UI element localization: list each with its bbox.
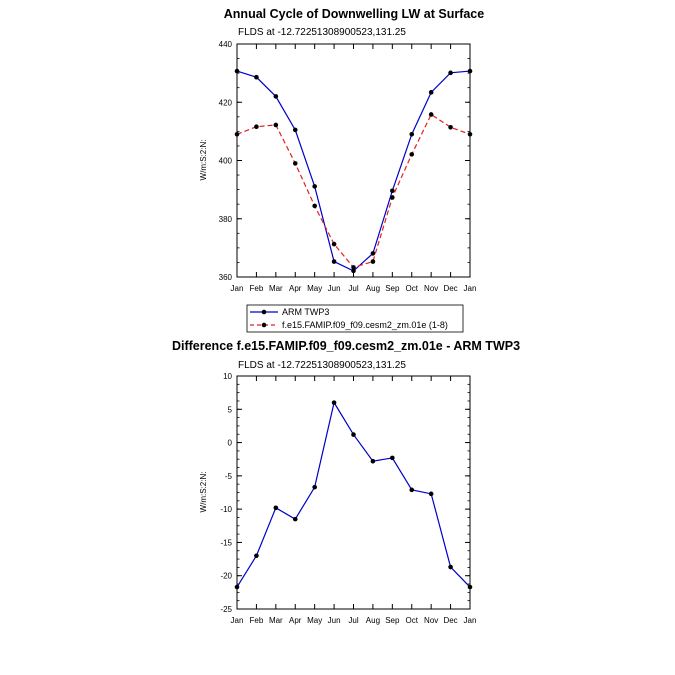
x-tick-label: Jan	[463, 616, 477, 625]
series-line-0	[237, 403, 470, 587]
legend-label-arm: ARM TWP3	[282, 307, 330, 317]
y-tick-label: -20	[220, 571, 232, 581]
series-0-point	[371, 459, 376, 464]
series-0-point	[390, 188, 395, 193]
legend-label-model: f.e15.FAMIP.f09_f09.cesm2_zm.01e (1-8)	[282, 320, 448, 330]
y-tick-label: 420	[218, 98, 232, 108]
series-1-point	[293, 161, 298, 166]
series-0-point	[332, 400, 337, 405]
series-0-point	[293, 128, 298, 133]
x-tick-label: May	[307, 616, 323, 625]
series-0-point	[390, 456, 395, 461]
plot-frame	[237, 376, 470, 609]
series-0-point	[312, 485, 317, 490]
chart-title: Difference f.e15.FAMIP.f09_f09.cesm2_zm.01e - ARM TWP3	[171, 339, 521, 353]
x-tick-label: Jul	[348, 616, 359, 625]
legend-marker-model	[262, 323, 267, 328]
y-tick-label: 440	[218, 40, 232, 49]
legend	[247, 305, 463, 332]
series-1-point	[332, 242, 337, 247]
series-0-point	[429, 90, 434, 95]
y-tick-label: -25	[220, 605, 232, 614]
x-tick-label: Feb	[249, 284, 264, 293]
annual-cycle-panel	[199, 7, 484, 293]
y-axis-label: W/m:S:2:N:	[199, 139, 208, 181]
series-layer	[235, 69, 473, 273]
chart-title: Annual Cycle of Downwelling LW at Surface	[223, 7, 485, 21]
x-tick-label: Apr	[289, 284, 302, 293]
x-tick-label: Oct	[405, 284, 418, 293]
series-1-point	[390, 195, 395, 200]
series-0-point	[254, 553, 259, 558]
x-tick-label: Sep	[385, 616, 400, 625]
x-tick-label: Jan	[230, 616, 244, 625]
series-line-1	[237, 114, 470, 267]
x-tick-label: Sep	[385, 284, 400, 293]
series-1-point	[235, 132, 240, 137]
x-tick-label: Nov	[424, 616, 439, 625]
series-layer	[235, 400, 473, 589]
series-0-point	[468, 69, 473, 74]
series-0-point	[409, 488, 414, 493]
y-tick-label: -10	[220, 505, 232, 515]
series-0-point	[448, 71, 453, 76]
x-tick-label: Dec	[443, 616, 458, 625]
axis-ticks	[220, 372, 476, 625]
y-axis-label: W/m:S:2:N:	[199, 471, 208, 513]
series-1-point	[254, 124, 259, 129]
x-tick-label: Aug	[365, 284, 381, 293]
chart-subtitle: FLDS at -12.72251308900523,131.25	[238, 360, 406, 371]
series-0-point	[468, 585, 473, 590]
series-0-point	[274, 506, 279, 511]
series-0-point	[254, 75, 259, 80]
x-tick-label: Feb	[249, 616, 264, 625]
x-tick-label: Aug	[365, 616, 381, 625]
y-tick-label: 360	[218, 273, 232, 282]
legend-marker-arm	[262, 310, 267, 315]
x-tick-label: Jun	[327, 284, 341, 293]
series-0-point	[351, 432, 356, 437]
series-1-point	[371, 259, 376, 264]
y-tick-label: 0	[227, 438, 232, 448]
series-1-point	[351, 265, 356, 270]
series-1-point	[409, 152, 414, 157]
x-tick-label: Mar	[268, 284, 283, 293]
y-tick-label: 10	[223, 372, 232, 381]
series-1-point	[448, 125, 453, 130]
x-tick-label: Nov	[424, 284, 439, 293]
y-tick-label: -15	[220, 538, 232, 548]
y-tick-label: -5	[224, 471, 232, 481]
y-tick-label: 5	[227, 405, 232, 415]
series-0-point	[235, 69, 240, 74]
x-tick-label: Jul	[348, 284, 359, 293]
y-tick-label: 380	[218, 214, 232, 224]
x-tick-label: Oct	[405, 616, 418, 625]
chart-subtitle: FLDS at -12.72251308900523,131.25	[238, 27, 406, 38]
series-0-point	[429, 492, 434, 497]
x-tick-label: May	[307, 284, 323, 293]
series-0-point	[312, 184, 317, 189]
x-tick-label: Jun	[327, 616, 341, 625]
series-line-0	[237, 71, 470, 271]
series-1-point	[468, 132, 473, 137]
plot-frame	[237, 44, 470, 277]
x-tick-label: Jan	[463, 284, 477, 293]
series-0-point	[274, 94, 279, 99]
x-tick-label: Dec	[443, 284, 458, 293]
series-0-point	[293, 517, 298, 522]
x-tick-label: Jan	[230, 284, 244, 293]
series-0-point	[235, 585, 240, 590]
series-0-point	[409, 132, 414, 137]
series-0-point	[371, 251, 376, 256]
series-1-point	[429, 112, 434, 117]
x-tick-label: Apr	[289, 616, 302, 625]
series-1-point	[312, 204, 317, 209]
series-0-point	[332, 259, 337, 264]
x-tick-label: Mar	[268, 616, 283, 625]
series-0-point	[448, 565, 453, 570]
series-1-point	[274, 123, 279, 128]
difference-panel	[172, 339, 520, 625]
y-tick-label: 400	[218, 156, 232, 166]
